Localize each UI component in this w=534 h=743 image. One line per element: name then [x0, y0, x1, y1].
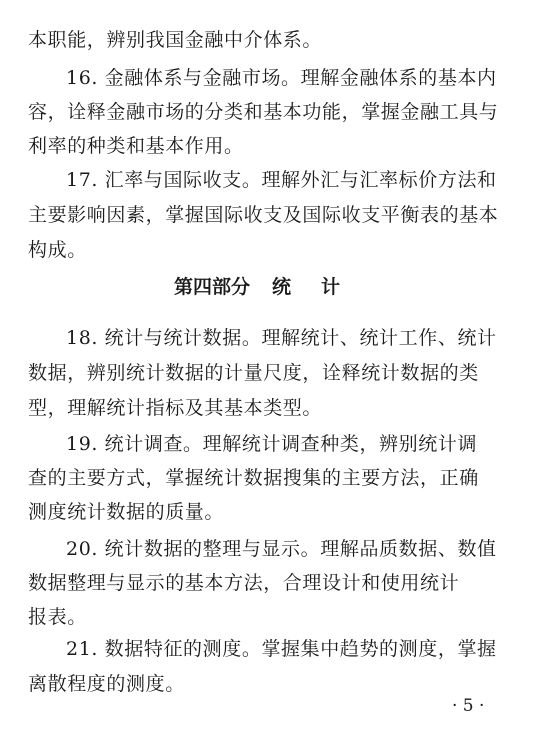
- item-19-line-2: 查的主要方式，掌握统计数据搜集的主要方法，正确: [28, 467, 479, 489]
- item-21-line-2: 离散程度的测度。: [28, 673, 185, 695]
- item-17-line-3: 构成。: [28, 239, 87, 261]
- item-17-line-1: 17. 汇率与国际收支。理解外汇与汇率标价方法和: [66, 169, 497, 191]
- item-18-line-3: 型，理解统计指标及其基本类型。: [28, 397, 323, 419]
- item-19-line-1: 19. 统计调查。理解统计调查种类，辨别统计调: [66, 433, 478, 455]
- text-line-continuation: 本职能，辨别我国金融中介体系。: [28, 29, 323, 51]
- section-heading-char-2: 计: [321, 276, 341, 298]
- item-18-line-2: 数据，辨别统计数据的计量尺度，诠释统计数据的类: [28, 362, 479, 384]
- item-20-line-3: 报表。: [28, 606, 87, 628]
- page-number: · 5 ·: [452, 696, 485, 716]
- section-heading-part: 第四部分: [174, 276, 251, 298]
- item-18-line-1: 18. 统计与统计数据。理解统计、统计工作、统计: [66, 327, 497, 349]
- item-16-line-2: 容，诠释金融市场的分类和基本功能，掌握金融工具与: [28, 101, 499, 123]
- section-heading: [174, 275, 340, 299]
- item-20-line-1: 20. 统计数据的整理与显示。理解品质数据、数值: [66, 538, 497, 560]
- item-16-line-3: 利率的种类和基本作用。: [28, 135, 244, 157]
- section-heading-char-1: 统: [272, 276, 292, 298]
- item-17-line-2: 主要影响因素，掌握国际收支及国际收支平衡表的基本: [28, 204, 499, 226]
- item-16-line-1: 16. 金融体系与金融市场。理解金融体系的基本内: [66, 67, 497, 89]
- item-21-line-1: 21. 数据特征的测度。掌握集中趋势的测度，掌握: [66, 638, 497, 660]
- item-19-line-3: 测度统计数据的质量。: [28, 501, 225, 523]
- item-20-line-2: 数据整理与显示的基本方法，合理设计和使用统计: [28, 572, 460, 594]
